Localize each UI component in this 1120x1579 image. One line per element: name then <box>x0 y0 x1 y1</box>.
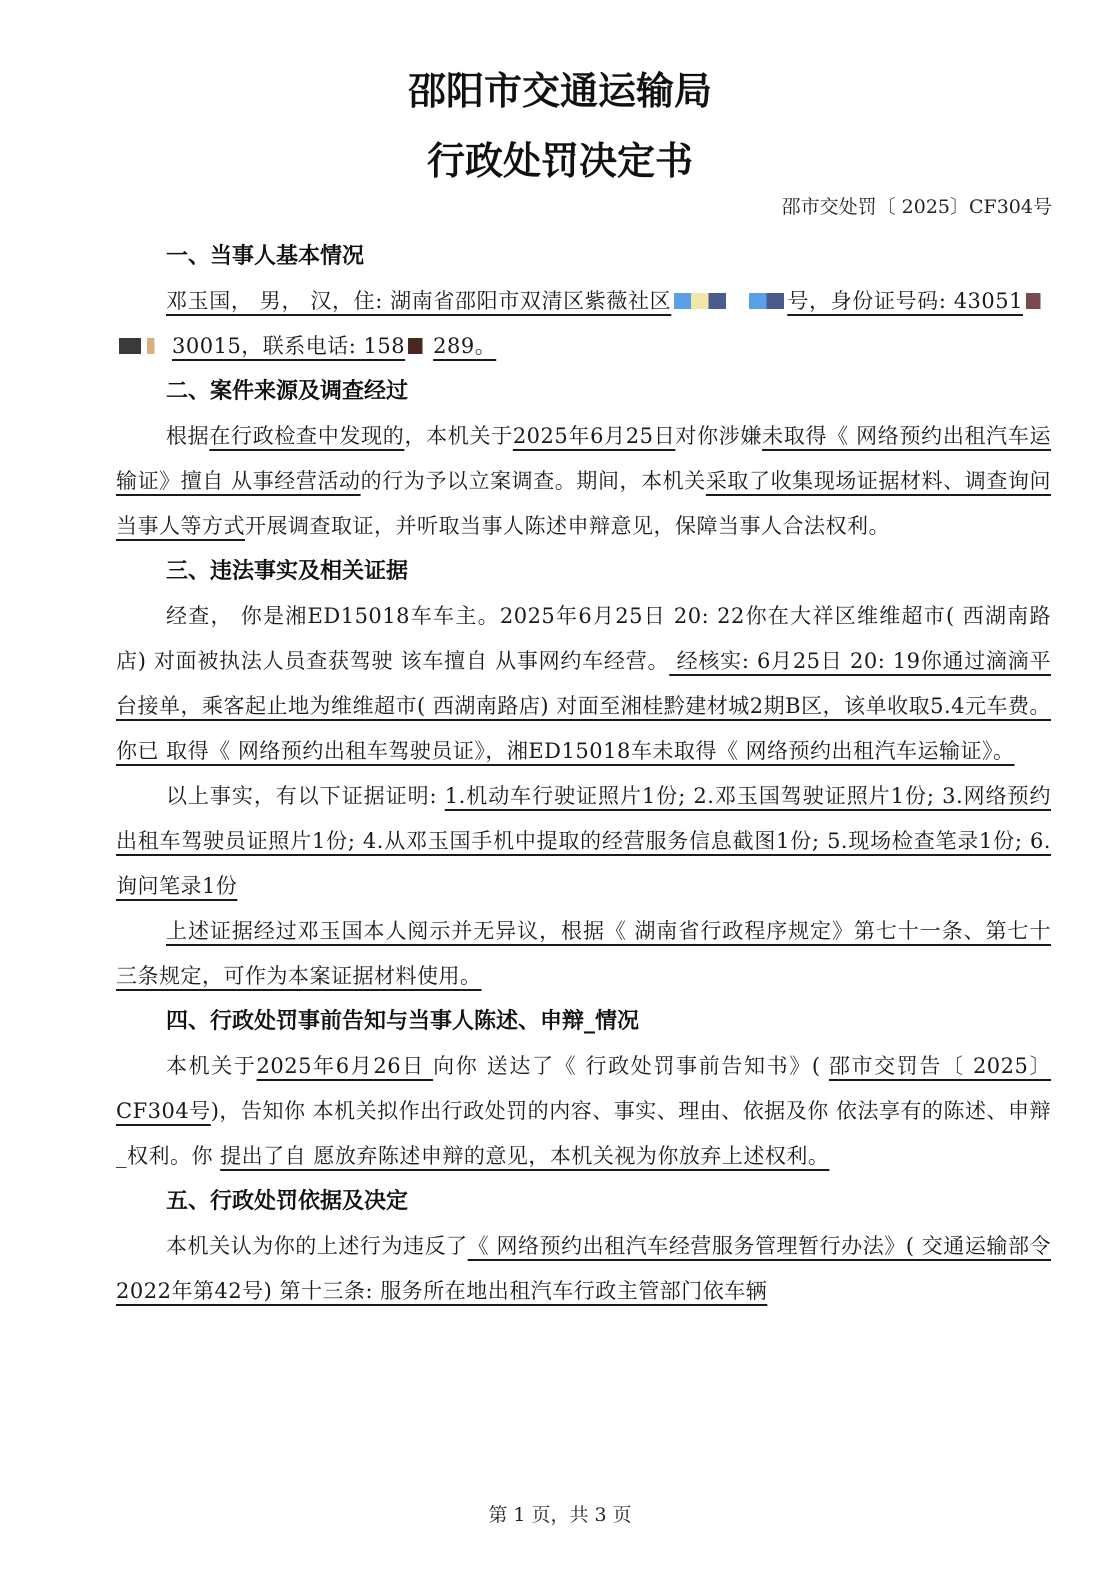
text-run: 根据 <box>166 424 210 448</box>
text-run: 开展调查取证，并听取当事人陈述申辩意见，保障当事人合法权利。 <box>245 514 890 538</box>
party-info-paragraph <box>116 279 1051 369</box>
section-2-heading: 二、案件来源及调查经过 <box>166 379 409 404</box>
text-run: 本机关认为你的上述行为违反了 <box>166 1234 468 1258</box>
text-run: 对你涉嫌 <box>675 424 763 448</box>
section-1-heading: 一、当事人基本情况 <box>166 244 365 269</box>
section-3-heading: 三、违法事实及相关证据 <box>166 559 409 584</box>
party-id-prefix: 号，身份证号码: 43051 <box>787 289 1023 313</box>
redaction-mask <box>1026 293 1048 309</box>
party-info-text <box>116 289 1051 358</box>
redaction-mask <box>674 293 726 309</box>
document-body <box>116 234 1051 1314</box>
evidence-validity-text: 上述证据经过邓玉国本人阅示并无异议，根据《 湖南省行政程序规定》第七十一条、第七十三条规定，可作为本案证据材料使用。 <box>116 919 1051 988</box>
waiver-statement: 提出了自 愿放弃陈述申辩的意见，本机关视为你放弃上述权利。 <box>220 1144 830 1168</box>
text-run: 本机关于 <box>166 1054 257 1078</box>
facts-paragraph <box>116 594 1051 774</box>
text-run: 的行为予以立案调查。期间，本机关 <box>360 469 706 493</box>
section-5-heading: 五、行政处罚依据及决定 <box>166 1189 409 1214</box>
redaction-mask <box>119 338 141 354</box>
section-4-heading: 四、行政处罚事前告知与当事人陈述、申辩_情况 <box>166 1009 640 1034</box>
case-source-text: 在行政检查中发现的 <box>209 424 405 448</box>
redaction-mask <box>147 338 169 354</box>
text-run: 经查， 你是湘ED15018车车主。2025年6月25日 20: 22你在大祥区维维超市( 西湖南路店) 对面被执法人员查获驾驶 该车擅自 从事网约车经营。 <box>116 604 1051 673</box>
text-run: 以上事实，有以下证据证明: <box>166 784 445 808</box>
filing-date: 2025年6月25日 <box>512 424 676 448</box>
evidence-list: 1.机动车行驶证照片1份; 2.邓玉国驾驶证照片1份; 3.网络预约出租车驾驶员证照片1份; 4.从邓玉国手机中提取的经营服务信息截图1份; 5.现场检查笔录1份; 6.询问笔录1份 <box>116 784 1051 898</box>
party-phone-prefix: 30015，联系电话: 158 <box>172 334 406 358</box>
agency-title: 邵阳市交通运输局 <box>407 69 712 113</box>
legal-basis-citation: 《 网络预约出租汽车经营服务管理暂行办法》( 交通运输部令2022年第42号) 第十三条: 服务所在地出租汽车行政主管部门依车辆 <box>116 1234 1051 1303</box>
evidence-validity-paragraph <box>116 909 1051 999</box>
case-source-paragraph <box>116 414 1051 549</box>
redaction-mask <box>732 293 784 309</box>
notice-paragraph <box>116 1044 1051 1179</box>
evidence-paragraph <box>116 774 1051 909</box>
document-title: 行政处罚决定书 <box>426 139 693 183</box>
page-number: 第 1 页，共 3 页 <box>488 1504 632 1526</box>
text-run: )，告知你 本机关拟作出行政处罚的内容、事实、理由、依据及你 依法享有的陈述、申辩_权利。你 <box>116 1099 1051 1168</box>
notice-number: 邵市交罚告〔 2025〕CF304号 <box>116 1054 1052 1123</box>
party-address: 邓玉国， 男， 汉，住: 湖南省邵阳市双清区紫薇社区 <box>166 289 672 313</box>
document-number: 邵市交处罚〔 2025〕CF304号 <box>781 196 1052 218</box>
party-phone-suffix: 289。 <box>433 334 497 358</box>
legal-basis-paragraph <box>116 1224 1051 1314</box>
notice-date: 2025年6月26日 <box>256 1054 434 1078</box>
suspected-violation: 未取得《 网络预约出租汽车运输证》擅自 从事经营活动 <box>116 424 1052 493</box>
text-run: ，本机关于 <box>404 424 513 448</box>
text-run: 向你 送达了《 行政处罚事前告知书》( <box>433 1054 829 1078</box>
verified-facts: 经核实: 6月25日 20: 19你通过滴滴平台接单，乘客起止地为维维超市( 西湖南路店) 对面至湘桂黔建材城2期B区，该单收取5.4元车费。你已 取得《 网络预约出租车驾驶员证》，湘ED15018车未取得《 网络预约出租汽车运输证》。 <box>116 649 1051 763</box>
investigation-methods: 采取了收集现场证据材料、调查询问当事人等方式 <box>116 469 1051 538</box>
redaction-mask <box>408 338 430 354</box>
